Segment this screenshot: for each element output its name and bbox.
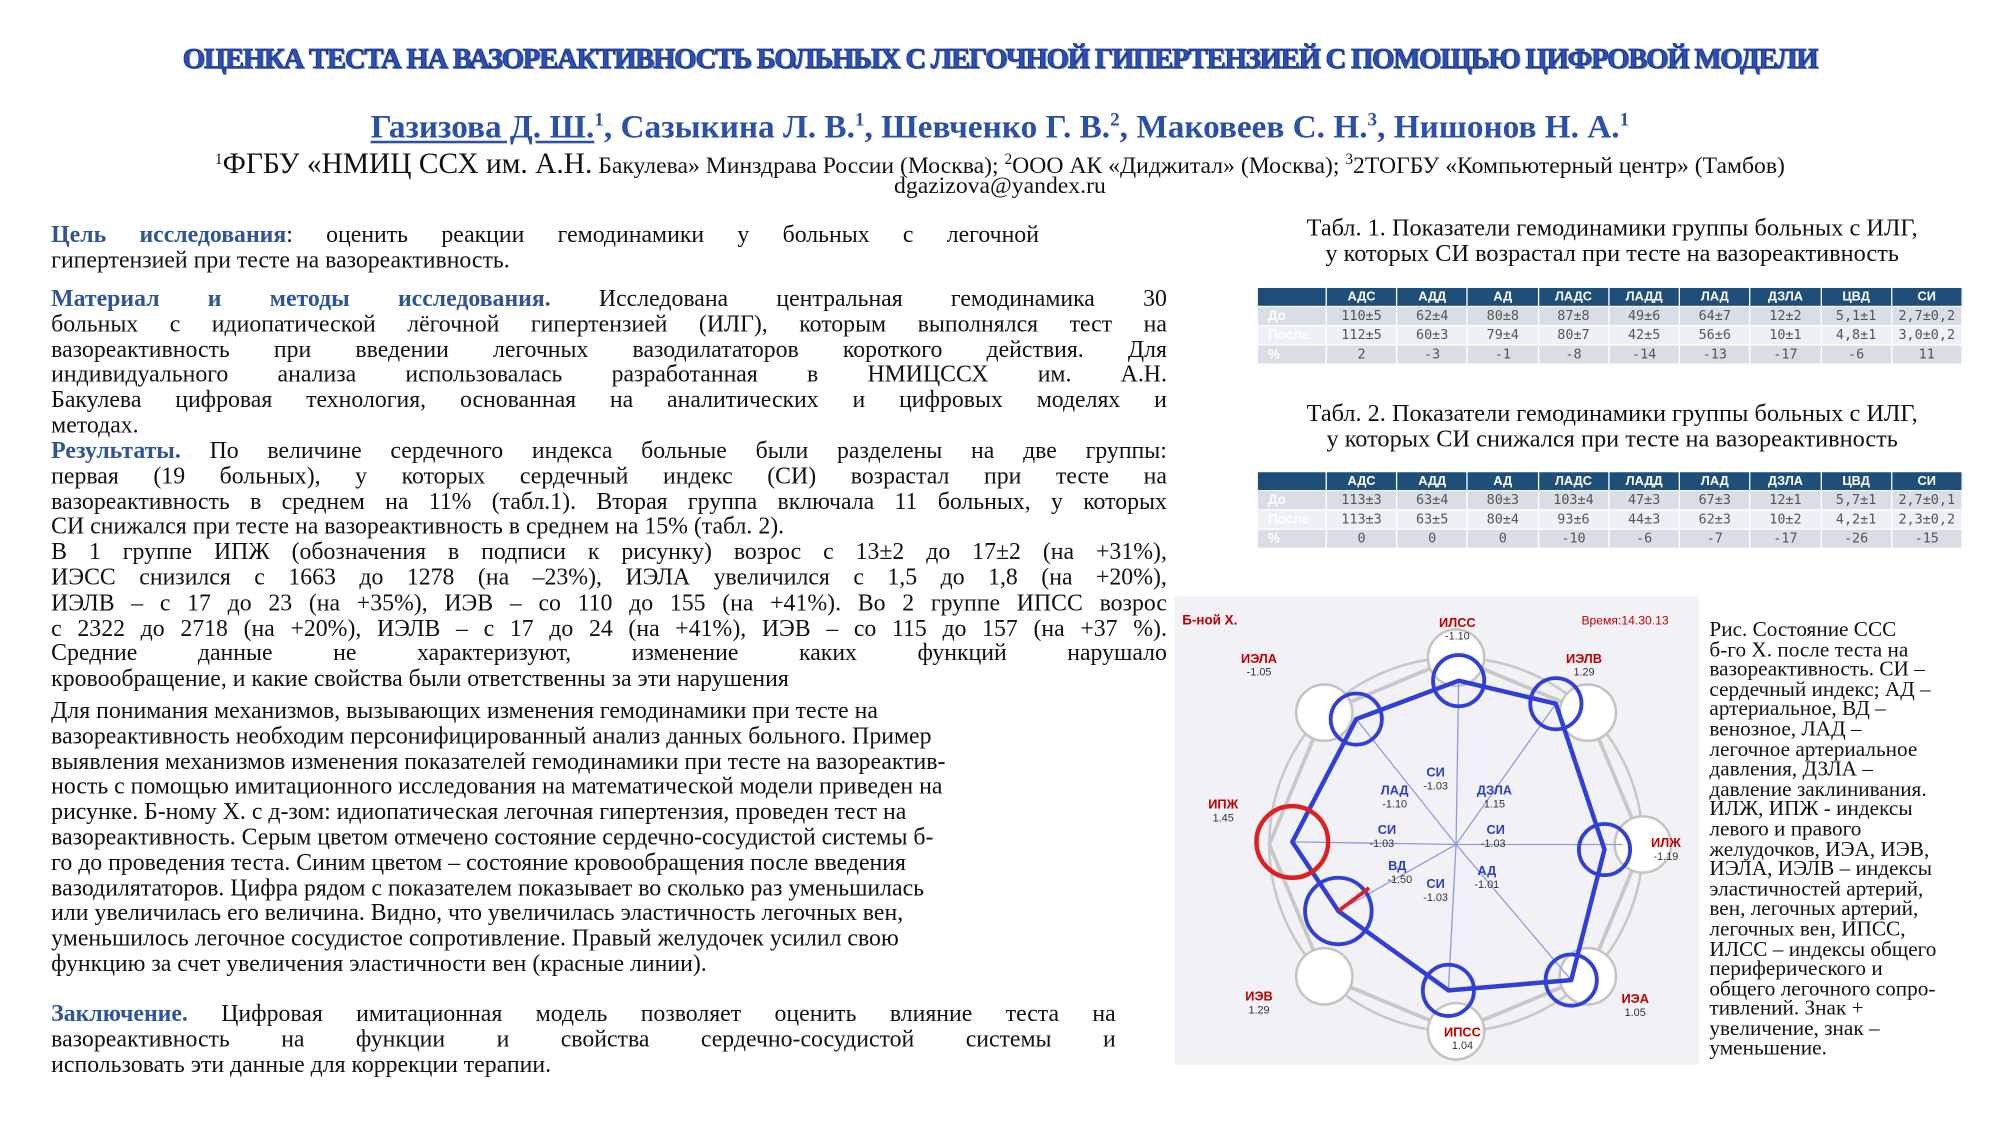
table1	[1256, 287, 1962, 365]
baseline-node	[1296, 685, 1352, 741]
table-cell: 47±3	[1609, 491, 1680, 510]
affil-org1: ФГБУ «НМИЦ ССХ им. А.Н.	[222, 147, 593, 180]
figure-caption-line: желудочков, ИЭА, ИЭВ,	[1709, 836, 1930, 861]
table2-col-header: АДД	[1397, 471, 1468, 490]
methods-text: Бакулева цифровая технология, основанная на аналитических и цифровых моделях и	[51, 386, 1167, 414]
affil-mark: 1	[214, 149, 223, 168]
inner-label-lad: ЛАД	[1380, 782, 1409, 798]
conclusion-heading: Заключение.	[51, 1000, 188, 1028]
table-row	[1257, 491, 1962, 510]
inner-value-si-right: -1.03	[1480, 838, 1506, 851]
discussion-line: вазореактивность необходим персонифицированный анализ данных больного. Пример	[51, 722, 932, 750]
patient-label: Б-ной Х.	[1182, 612, 1238, 628]
table1-col-header: ЦВД	[1821, 287, 1892, 306]
table-cell: 112±5	[1326, 326, 1397, 345]
table2-col-header: ЛАДД	[1609, 471, 1680, 490]
methods-text: методах.	[51, 411, 139, 439]
discussion-line: вазореактивность. Серым цветом отмечено состояние сердечно-сосудистой системы б-	[51, 823, 934, 851]
table-cell: -17	[1750, 345, 1821, 364]
methods-section	[51, 287, 1167, 439]
discussion-line: рисунке. Б-ному Х. с д-зом: идиопатическая легочная гипертензия, проведен тест на	[51, 798, 907, 826]
table-cell: 62±3	[1679, 510, 1750, 529]
table-cell: -6	[1821, 345, 1892, 364]
poster-title: ОЦЕНКА ТЕСТА НА ВАЗОРЕАКТИВНОСТЬ БОЛЬНЫХ С ЛЕГОЧНОЙ ГИПЕРТЕНЗИЕЙ С ПОМОЩЬЮ ЦИФРОВОЙ МОДЕЛИ	[182, 42, 1818, 75]
node-label-iela: ИЭЛА	[1241, 650, 1278, 666]
table-cell: 64±7	[1679, 306, 1750, 325]
table-cell: 2,7±0,2	[1891, 306, 1962, 325]
contact-email: dgazizova@yandex.ru	[894, 174, 1106, 200]
table-cell: 87±8	[1538, 306, 1609, 325]
table-cell: 2,7±0,1	[1891, 491, 1962, 510]
methods-text: вазореактивность при введении легочных вазодилататоров короткого действия. Для	[51, 335, 1167, 363]
node-label-ipzh: ИПЖ	[1208, 796, 1239, 812]
table-cell: 4,2±1	[1821, 510, 1892, 529]
table1-caption-line: Табл. 1. Показатели гемодинамики группы больных с ИЛГ,	[1306, 214, 1918, 242]
discussion-line: вазодилятаторов. Цифра рядом с показателем показывает во сколько раз уменьшилась	[51, 874, 924, 902]
figure-caption-line: уменьшение.	[1709, 1035, 1827, 1061]
table-row	[1257, 326, 1962, 345]
inner-label-vd: ВД	[1388, 858, 1407, 874]
row-label: %	[1257, 345, 1326, 364]
node-value-iea: 1.05	[1624, 1006, 1646, 1019]
inner-value-lad: -1.10	[1382, 798, 1408, 811]
table2-caption-line: у которых СИ снижался при тесте на вазореактивность	[1326, 426, 1898, 453]
figure-caption-line: вазореактивность. СИ –	[1709, 656, 1925, 681]
table-cell: 80±3	[1468, 491, 1539, 510]
inner-label-ad: АД	[1477, 863, 1497, 879]
figure-caption-line: ИЛСС – индексы общего	[1709, 935, 1937, 961]
table-row	[1257, 345, 1962, 364]
figure-caption-line: венозное, ЛАД –	[1709, 716, 1862, 741]
table-cell: 4,8±1	[1821, 326, 1892, 345]
results-heading: Результаты.	[51, 437, 181, 465]
figure-caption-line: вен, легочных артерий,	[1709, 896, 1919, 921]
table1-col-header: СИ	[1891, 287, 1962, 306]
conclusion-text: Цифровая имитационная модель позволяет оценить влияние теста на	[187, 1000, 1116, 1028]
inner-label-dzla: ДЗЛА	[1476, 782, 1513, 798]
table-cell: -10	[1538, 529, 1609, 548]
figure-caption-line: легочное артериальное	[1709, 736, 1918, 761]
table-row	[1257, 529, 1962, 548]
author-affil-mark: 2	[1110, 110, 1120, 131]
figure-caption-line: ИЭЛА, ИЭЛВ – индексы	[1709, 856, 1933, 881]
table-cell: 12±1	[1750, 491, 1821, 510]
table2-col-header: АДС	[1326, 471, 1397, 490]
discussion-line: или увеличилась его величина. Видно, что увеличилась эластичность легочных вен,	[51, 899, 904, 927]
conclusion-section	[51, 1002, 1116, 1078]
inner-value-si-left: -1.03	[1369, 838, 1395, 851]
table-cell: -3	[1397, 345, 1468, 364]
author-affil-mark: 1	[1619, 110, 1630, 131]
row-label: До	[1257, 306, 1326, 325]
discussion-line: Для понимания механизмов, вызывающих изменения гемодинамики при тесте на	[51, 697, 878, 725]
time-label: Время:14.30.13	[1581, 613, 1669, 628]
table-cell: 3,0±0,2	[1891, 326, 1962, 345]
author-affil-mark: 3	[1367, 110, 1378, 131]
affil-org3: 2ТОГБУ «Компьютерный центр» (Тамбов)	[1353, 153, 1785, 180]
row-label: До	[1257, 491, 1326, 510]
table-cell: 5,7±1	[1821, 491, 1892, 510]
table-cell: -26	[1821, 529, 1892, 548]
table-cell: -14	[1609, 345, 1680, 364]
table2	[1256, 471, 1962, 549]
table-cell: 80±4	[1468, 510, 1539, 529]
figure-caption-line: тивлений. Знак +	[1709, 995, 1864, 1021]
figure-caption-line: давления, ДЗЛА –	[1709, 756, 1873, 781]
author-name: Сазыкина Л. В.	[620, 108, 855, 146]
discussion-line: ность с помощью имитационного исследования на математической модели приведен на	[51, 773, 943, 801]
table-cell: 0	[1468, 529, 1539, 548]
table-cell: 56±6	[1679, 326, 1750, 345]
affil-mark: 2	[1004, 149, 1013, 168]
table-cell: 63±4	[1397, 491, 1468, 510]
discussion-line: выявления механизмов изменения показателей гемодинамики при тесте на вазореактив-	[51, 747, 946, 775]
node-label-iev: ИЭВ	[1245, 988, 1273, 1004]
table-cell: 67±3	[1679, 491, 1750, 510]
table-cell: 60±3	[1397, 326, 1468, 345]
table-cell: 10±2	[1750, 510, 1821, 529]
table2-col-header: АД	[1468, 471, 1539, 490]
results-section	[51, 439, 1167, 692]
results-text: ИЭЛВ – с 17 до 23 (на +35%), ИЭВ – со 110 до 155 (на +41%). Во 2 группе ИПСС возрос	[51, 589, 1167, 617]
model-diagram	[1175, 596, 1700, 1064]
table-cell: 2	[1326, 345, 1397, 364]
table-cell: 110±5	[1326, 306, 1397, 325]
figure-caption-line: артериальное, ВД –	[1709, 696, 1886, 721]
node-value-iela: -1.05	[1246, 666, 1272, 679]
table-cell: 12±2	[1750, 306, 1821, 325]
table-cell: 44±3	[1609, 510, 1680, 529]
table1-col-header: ДЗЛА	[1750, 287, 1821, 306]
results-text: В 1 группе ИПЖ (обозначения в подписи к рисунку) возрос с 13±2 до 17±2 (на +31%),	[51, 538, 1167, 566]
table-cell: -8	[1538, 345, 1609, 364]
discussion-line: уменьшилось легочное сосудистое сопротивление. Правый желудочек усилил свою	[51, 925, 899, 953]
table-cell: -7	[1679, 529, 1750, 548]
table2-col-header: ЛАДС	[1538, 471, 1609, 490]
results-text: первая (19 больных), у которых сердечный индекс (СИ) возрастал при тесте на	[51, 462, 1167, 490]
table-cell: 79±4	[1468, 326, 1539, 345]
table1-col-header: АДД	[1397, 287, 1468, 306]
author-affil-mark: 1	[594, 110, 604, 131]
methods-text: индивидуального анализа использовалась разработанная в НМИЦССХ им. А.Н.	[51, 361, 1167, 389]
node-label-ilss: ИЛСС	[1439, 614, 1476, 630]
table-cell: 10±1	[1750, 326, 1821, 345]
table1-col-header: АД	[1468, 287, 1539, 306]
row-label: %	[1257, 529, 1326, 548]
table-cell: 5,1±1	[1821, 306, 1892, 325]
figure-caption-line: эластичностей артерий,	[1709, 876, 1924, 901]
results-text: По величине сердечного индекса больные были разделены на две группы:	[180, 437, 1167, 465]
table-cell: 113±3	[1326, 510, 1397, 529]
table2-col-header: СИ	[1891, 471, 1962, 490]
affil-mark: 3	[1345, 149, 1354, 168]
node-label-ilzh: ИЛЖ	[1651, 835, 1681, 851]
table2-col-header: ЛАД	[1679, 471, 1750, 490]
table1-col-header: ЛАД	[1679, 287, 1750, 306]
affil-org1-rest: Бакулева» Минздрава России (Москва);	[598, 153, 1005, 180]
figure-caption-line: давление заклинивания.	[1709, 776, 1927, 801]
aim-text: гипертензией при тесте на вазореактивность.	[51, 246, 510, 274]
affil-org2: ООО АК «Диджитал» (Москва);	[1012, 153, 1346, 180]
results-text: с 2322 до 2718 (на +20%), ИЭЛВ – с 17 до 24 (на +41%), ИЭВ – со 115 до 157 (на +37 %).	[51, 614, 1167, 642]
figure-caption-line: сердечный индекс; АД –	[1709, 676, 1931, 701]
author-name: Шевченко Г. В.	[881, 108, 1111, 146]
author-list: Газизова Д. Ш.$^1$, Сазыкина Л. В.$^1$, Шевченко Г. В.$^2$, Маковеев С. Н.$^3$, Нишонов Н. А.$^1$	[370, 108, 1630, 146]
table-cell: -17	[1750, 529, 1821, 548]
table1-caption-line: у которых СИ возрастал при тесте на вазореактивность	[1325, 240, 1899, 268]
table2-header-row	[1257, 471, 1962, 490]
results-text: кровообращение, и какие свойства были ответственны за эти нарушения	[51, 665, 789, 693]
table-cell: 63±5	[1397, 510, 1468, 529]
node-value-ilzh: -1.19	[1653, 850, 1679, 863]
table2-caption	[1228, 402, 1996, 453]
node-value-ipzh: 1.45	[1212, 812, 1234, 825]
figure-caption-line: б-го Х. после теста на	[1709, 636, 1909, 661]
table1-col-header: ЛАДС	[1538, 287, 1609, 306]
table-cell: 2,3±0,2	[1891, 510, 1962, 529]
inner-label-si-top: СИ	[1426, 764, 1445, 780]
aim-section	[51, 223, 1039, 274]
node-value-iev: 1.29	[1248, 1004, 1270, 1017]
table-cell: 80±7	[1538, 326, 1609, 345]
discussion-section	[51, 699, 1167, 978]
table1-caption	[1228, 216, 1996, 267]
node-value-ilss: -1.10	[1444, 630, 1470, 643]
figure-caption-line: легочных вен, ИПСС,	[1709, 916, 1906, 941]
table1-col-header: ЛАДД	[1609, 287, 1680, 306]
methods-text: Исследована центральная гемодинамика 30	[550, 285, 1167, 313]
discussion-line: функцию за счет увеличения эластичности вен (красные линии).	[51, 950, 707, 978]
table-cell: 42±5	[1609, 326, 1680, 345]
figure-caption-line: увеличение, знак –	[1709, 1015, 1880, 1041]
author-affil-mark: 1	[854, 110, 865, 131]
table2-col-header: ДЗЛА	[1750, 471, 1821, 490]
results-text: вазореактивность в среднем на 11% (табл.1). Вторая группа включала 11 больных, у которых	[51, 488, 1167, 516]
node-label-ipss: ИПСС	[1444, 1024, 1481, 1040]
figure-caption-line: ИЛЖ, ИПЖ - индексы	[1709, 796, 1913, 821]
table-cell: -6	[1609, 529, 1680, 548]
table-cell: 62±4	[1397, 306, 1468, 325]
row-label: После	[1257, 326, 1326, 345]
table-cell: 103±4	[1538, 491, 1609, 510]
inner-value-si-top: -1.03	[1423, 780, 1448, 793]
table-cell: 113±3	[1326, 491, 1397, 510]
table-row	[1257, 510, 1962, 529]
results-text: СИ снижался при тесте на вазореактивность в среднем на 15% (табл. 2).	[51, 513, 785, 541]
inner-value-ad: -1.01	[1474, 878, 1500, 891]
table2-col-header: ЦВД	[1821, 471, 1892, 490]
results-text: ИЭСС снизился с 1663 до 1278 (на –23%), ИЭЛА увеличился с 1,5 до 1,8 (на +20%),	[51, 564, 1167, 592]
table1-header-row	[1257, 287, 1962, 306]
aim-heading: Цель исследования	[51, 221, 287, 249]
methods-heading: Материал и методы исследования.	[51, 285, 551, 313]
inner-label-si-left: СИ	[1377, 822, 1397, 838]
node-value-ielv: 1.29	[1573, 666, 1595, 679]
table-cell: 0	[1397, 529, 1468, 548]
author-name: Газизова Д. Ш.	[370, 108, 595, 146]
author-name: Маковеев С. Н.	[1136, 108, 1368, 146]
table-cell: -1	[1468, 345, 1539, 364]
inner-value-si-bottom: -1.03	[1423, 891, 1448, 904]
table-cell: 93±6	[1538, 510, 1609, 529]
table2-corner	[1257, 471, 1326, 490]
baseline-node	[1296, 948, 1352, 1004]
row-label: После	[1257, 510, 1326, 529]
figure-caption-line: общего легочного сопро-	[1709, 975, 1936, 1001]
aim-text: : оценить реакции гемодинамики у больных с легочной	[286, 221, 1039, 249]
figure-caption-line: периферического и	[1709, 955, 1883, 981]
inner-label-si-bottom: СИ	[1426, 875, 1445, 891]
node-value-ipss: 1.04	[1451, 1040, 1474, 1053]
author-name: Нишонов Н. А.	[1393, 108, 1620, 146]
discussion-line: го до проведения теста. Синим цветом – состояние кровообращения после введения	[51, 849, 906, 877]
results-text: Средние данные не характеризуют, изменение каких функций нарушало	[51, 640, 1167, 668]
figure-caption-line: Рис. Состояние ССС	[1709, 616, 1897, 642]
methods-text: больных с идиопатической лёгочной гипертензией (ИЛГ), которым выполнялся тест на	[51, 310, 1167, 338]
node-label-ielv: ИЭЛВ	[1566, 650, 1603, 666]
inner-value-vd: -1.50	[1387, 873, 1413, 886]
table-cell: -15	[1891, 529, 1962, 548]
baseline-node	[1560, 685, 1616, 741]
conclusion-text: вазореактивность на функции и свойства сердечно-сосудистой системы и	[51, 1025, 1116, 1053]
table-cell: 80±8	[1468, 306, 1539, 325]
figure-caption-line: левого и правого	[1709, 816, 1862, 841]
table-cell: 11	[1891, 345, 1962, 364]
table-cell: 49±6	[1609, 306, 1680, 325]
table-row	[1257, 306, 1962, 325]
table-cell: 0	[1326, 529, 1397, 548]
inner-value-dzla: 1.15	[1483, 798, 1506, 811]
inner-label-si-right: СИ	[1486, 822, 1505, 838]
table2-caption-line: Табл. 2. Показатели гемодинамики группы больных с ИЛГ,	[1306, 400, 1918, 428]
table1-col-header: АДС	[1326, 287, 1397, 306]
table-cell: -13	[1679, 345, 1750, 364]
table1-corner	[1257, 287, 1326, 306]
conclusion-text: использовать эти данные для коррекции терапии.	[51, 1051, 552, 1079]
node-label-iea: ИЭА	[1621, 991, 1649, 1007]
figure-caption	[1709, 616, 1980, 1061]
